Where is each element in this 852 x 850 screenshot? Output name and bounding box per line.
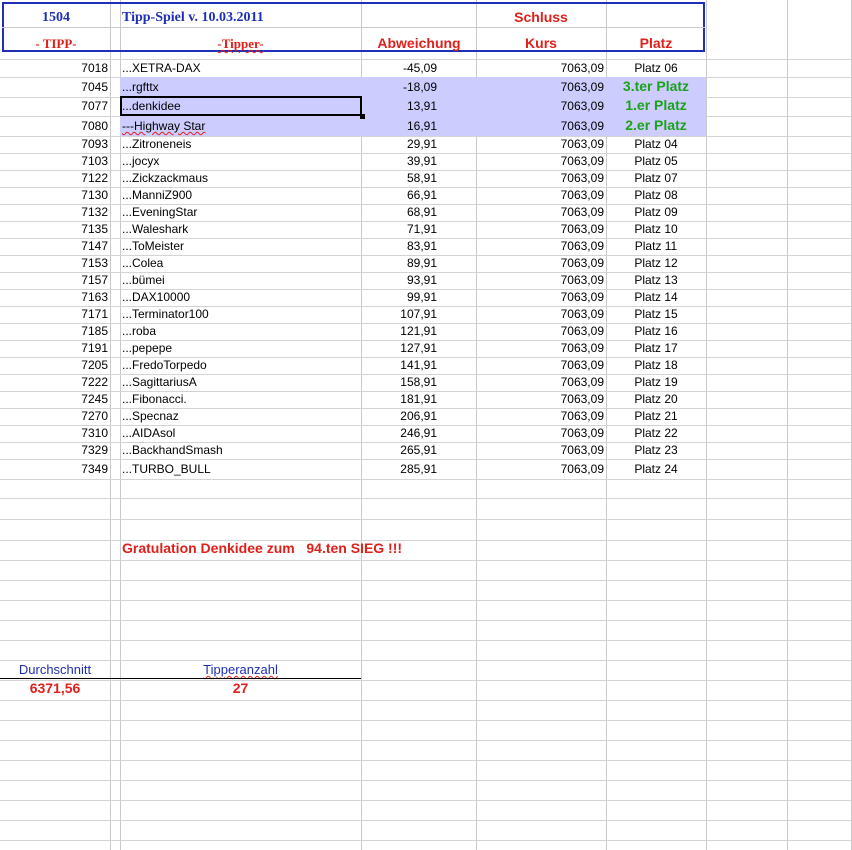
- row-kurs: 7063,09: [560, 443, 604, 457]
- row-platz: Platz 20: [634, 392, 678, 406]
- row-tipp: 7093: [81, 137, 108, 151]
- tipp-number: 1504: [42, 10, 70, 25]
- row-tipper-name: ...ManniZ900: [122, 188, 193, 202]
- row-platz: Platz 24: [634, 462, 678, 476]
- row-abweichung: 181,91: [400, 392, 437, 406]
- row-platz: Platz 13: [634, 273, 678, 287]
- grid-row-line: [0, 760, 852, 761]
- row-tipp: 7171: [81, 307, 108, 321]
- grid-row-line: [0, 580, 852, 581]
- row-platz: Platz 10: [634, 222, 678, 236]
- row-platz-winner: 1.er Platz: [625, 97, 687, 113]
- row-abweichung: 39,91: [406, 154, 437, 168]
- selected-cell[interactable]: [120, 96, 362, 116]
- row-abweichung: 246,91: [400, 426, 437, 440]
- grid-row-line: [0, 479, 852, 480]
- row-abweichung: 107,91: [400, 307, 437, 321]
- row-platz: Platz 04: [634, 137, 678, 151]
- row-tipper-name: ...AIDAsol: [122, 426, 176, 440]
- row-tipper-name: ...jocyx: [122, 154, 160, 168]
- grid-row-line: [0, 459, 852, 460]
- row-tipp: 7191: [81, 341, 108, 355]
- row-platz: Platz 22: [634, 426, 678, 440]
- row-kurs: 7063,09: [560, 80, 604, 94]
- row-kurs: 7063,09: [560, 324, 604, 338]
- row-kurs: 7063,09: [560, 273, 604, 287]
- row-kurs: 7063,09: [560, 137, 604, 151]
- row-platz: Platz 17: [634, 341, 678, 355]
- row-tipper-name: ...Terminator100: [122, 307, 209, 321]
- grid-row-line: [0, 700, 852, 701]
- row-tipper-name: ...Fibonacci.: [122, 392, 187, 406]
- row-tipp: 7130: [81, 188, 108, 202]
- row-tipper-name: ...Waleshark: [122, 222, 189, 236]
- row-kurs: 7063,09: [560, 462, 604, 476]
- grid-row-line: [0, 720, 852, 721]
- grid-row-line: [0, 740, 852, 741]
- row-tipper-name: ...EveningStar: [122, 205, 198, 219]
- row-platz: Platz 19: [634, 375, 678, 389]
- row-kurs: 7063,09: [560, 222, 604, 236]
- row-platz: Platz 18: [634, 358, 678, 372]
- row-tipp: 7080: [81, 119, 108, 133]
- grid-row-line: [0, 820, 852, 821]
- row-tipp: 7157: [81, 273, 108, 287]
- row-abweichung: 93,91: [406, 273, 437, 287]
- row-abweichung: 29,91: [406, 137, 437, 151]
- row-platz: Platz 08: [634, 188, 678, 202]
- row-tipp: 7185: [81, 324, 108, 338]
- row-abweichung: 13,91: [406, 99, 437, 113]
- row-tipper-name: ...ToMeister: [122, 239, 185, 253]
- row-kurs: 7063,09: [560, 205, 604, 219]
- row-abweichung: 285,91: [400, 462, 437, 476]
- row-tipper-name: ...DAX10000: [122, 290, 191, 304]
- row-kurs: 7063,09: [560, 375, 604, 389]
- row-platz: Platz 23: [634, 443, 678, 457]
- row-tipper-name: ...bümei: [122, 273, 165, 287]
- row-platz: Platz 09: [634, 205, 678, 219]
- row-tipp: 7103: [81, 154, 108, 168]
- row-tipper-name: ...Specnaz: [122, 409, 179, 423]
- row-kurs: 7063,09: [560, 307, 604, 321]
- row-abweichung: 158,91: [400, 375, 437, 389]
- col-header-abweichung: Abweichung: [377, 35, 461, 51]
- grid-row-line: [0, 840, 852, 841]
- durchschnitt-label: Durchschnitt: [18, 662, 92, 677]
- row-tipp: 7349: [81, 462, 108, 476]
- row-kurs: 7063,09: [560, 426, 604, 440]
- row-kurs: 7063,09: [560, 290, 604, 304]
- row-platz-winner: 3.ter Platz: [622, 78, 690, 94]
- row-kurs: 7063,09: [560, 188, 604, 202]
- row-abweichung: 99,91: [406, 290, 437, 304]
- row-platz: Platz 11: [634, 239, 678, 253]
- row-tipp: 7222: [81, 375, 108, 389]
- grid-row-line: [0, 498, 852, 499]
- row-kurs: 7063,09: [560, 61, 604, 75]
- row-tipp: 7147: [81, 239, 108, 253]
- row-abweichung: -18,09: [402, 80, 437, 94]
- row-abweichung: 89,91: [406, 256, 437, 270]
- row-tipp: 7270: [81, 409, 108, 423]
- grid-row-line: [0, 519, 852, 520]
- row-abweichung: 66,91: [406, 188, 437, 202]
- durchschnitt-value: 6371,56: [29, 680, 81, 696]
- row-tipp: 7153: [81, 256, 108, 270]
- row-tipper-name: ---Highway Star: [122, 119, 206, 133]
- row-abweichung: 16,91: [406, 119, 437, 133]
- row-kurs: 7063,09: [560, 358, 604, 372]
- row-tipper-name: ...roba: [122, 324, 157, 338]
- col-header-kurs: Kurs: [525, 35, 557, 51]
- row-tipper-name: ...denkidee: [122, 99, 181, 113]
- row-platz-winner: 2.er Platz: [625, 117, 687, 133]
- row-tipper-name: ...XETRA-DAX: [122, 61, 201, 75]
- row-tipp: 7018: [81, 61, 108, 75]
- row-tipper-name: ...BackhandSmash: [122, 443, 223, 457]
- grid-row-line: [0, 800, 852, 801]
- row-tipper-name: ...Colea: [122, 256, 164, 270]
- row-tipper-name: ...FredoTorpedo: [122, 358, 207, 372]
- row-kurs: 7063,09: [560, 154, 604, 168]
- col-header-tipp: - TIPP-: [35, 36, 77, 51]
- row-abweichung: 141,91: [400, 358, 437, 372]
- row-tipper-name: ...Zickzackmaus: [122, 171, 209, 185]
- row-abweichung: 127,91: [400, 341, 437, 355]
- row-kurs: 7063,09: [560, 392, 604, 406]
- row-tipp: 7205: [81, 358, 108, 372]
- grid-row-line: [0, 640, 852, 641]
- row-tipper-name: ...pepepe: [122, 341, 173, 355]
- row-kurs: 7063,09: [560, 171, 604, 185]
- row-tipp: 7045: [81, 80, 108, 94]
- row-platz: Platz 16: [634, 324, 678, 338]
- grid-row-line: [0, 620, 852, 621]
- row-kurs: 7063,09: [560, 341, 604, 355]
- row-kurs: 7063,09: [560, 119, 604, 133]
- row-tipp: 7329: [81, 443, 108, 457]
- row-tipp: 7310: [81, 426, 108, 440]
- row-tipp: 7135: [81, 222, 108, 236]
- row-tipp: 7163: [81, 290, 108, 304]
- row-tipp: 7122: [81, 171, 108, 185]
- row-platz: Platz 05: [634, 154, 678, 168]
- row-tipper-name: ...SagittariusA: [122, 375, 197, 389]
- row-abweichung: 68,91: [406, 205, 437, 219]
- row-abweichung: 58,91: [406, 171, 437, 185]
- tipperanzahl-label: Tipperanzahl: [203, 662, 278, 677]
- game-title: Tipp-Spiel v. 10.03.2011: [122, 10, 264, 25]
- row-kurs: 7063,09: [560, 409, 604, 423]
- row-abweichung: 71,91: [406, 222, 437, 236]
- row-abweichung: 121,91: [400, 324, 437, 338]
- row-kurs: 7063,09: [560, 256, 604, 270]
- row-tipp: 7245: [81, 392, 108, 406]
- row-platz: Platz 12: [634, 256, 678, 270]
- col-header-tipper: -Tipper-: [217, 36, 264, 51]
- row-tipp: 7077: [81, 99, 108, 113]
- row-tipp: 7132: [81, 205, 108, 219]
- fill-handle[interactable]: [360, 114, 365, 119]
- row-abweichung: -45,09: [402, 61, 437, 75]
- row-abweichung: 206,91: [400, 409, 437, 423]
- row-tipper-name: ...Zitroneneis: [122, 137, 192, 151]
- row-kurs: 7063,09: [560, 99, 604, 113]
- col-header-platz: Platz: [639, 35, 673, 51]
- row-tipper-name: ...rgfttx: [122, 80, 159, 94]
- grid-row-line: [0, 780, 852, 781]
- row-platz: Platz 15: [634, 307, 678, 321]
- header-separator: [2, 27, 705, 28]
- schluss-label: Schluss: [514, 9, 568, 25]
- row-platz: Platz 14: [634, 290, 678, 304]
- grid-row-line: [0, 560, 852, 561]
- gratulation-text: Gratulation Denkidee zum 94.ten SIEG !!!: [122, 540, 403, 556]
- row-kurs: 7063,09: [560, 239, 604, 253]
- row-platz: Platz 07: [634, 171, 678, 185]
- row-abweichung: 265,91: [400, 443, 437, 457]
- footer-underline: [0, 678, 361, 679]
- tipperanzahl-value: 27: [232, 680, 249, 696]
- grid-row-line: [0, 600, 852, 601]
- row-tipper-name: ...TURBO_BULL: [122, 462, 211, 476]
- row-platz: Platz 06: [634, 61, 678, 75]
- row-abweichung: 83,91: [406, 239, 437, 253]
- row-platz: Platz 21: [634, 409, 678, 423]
